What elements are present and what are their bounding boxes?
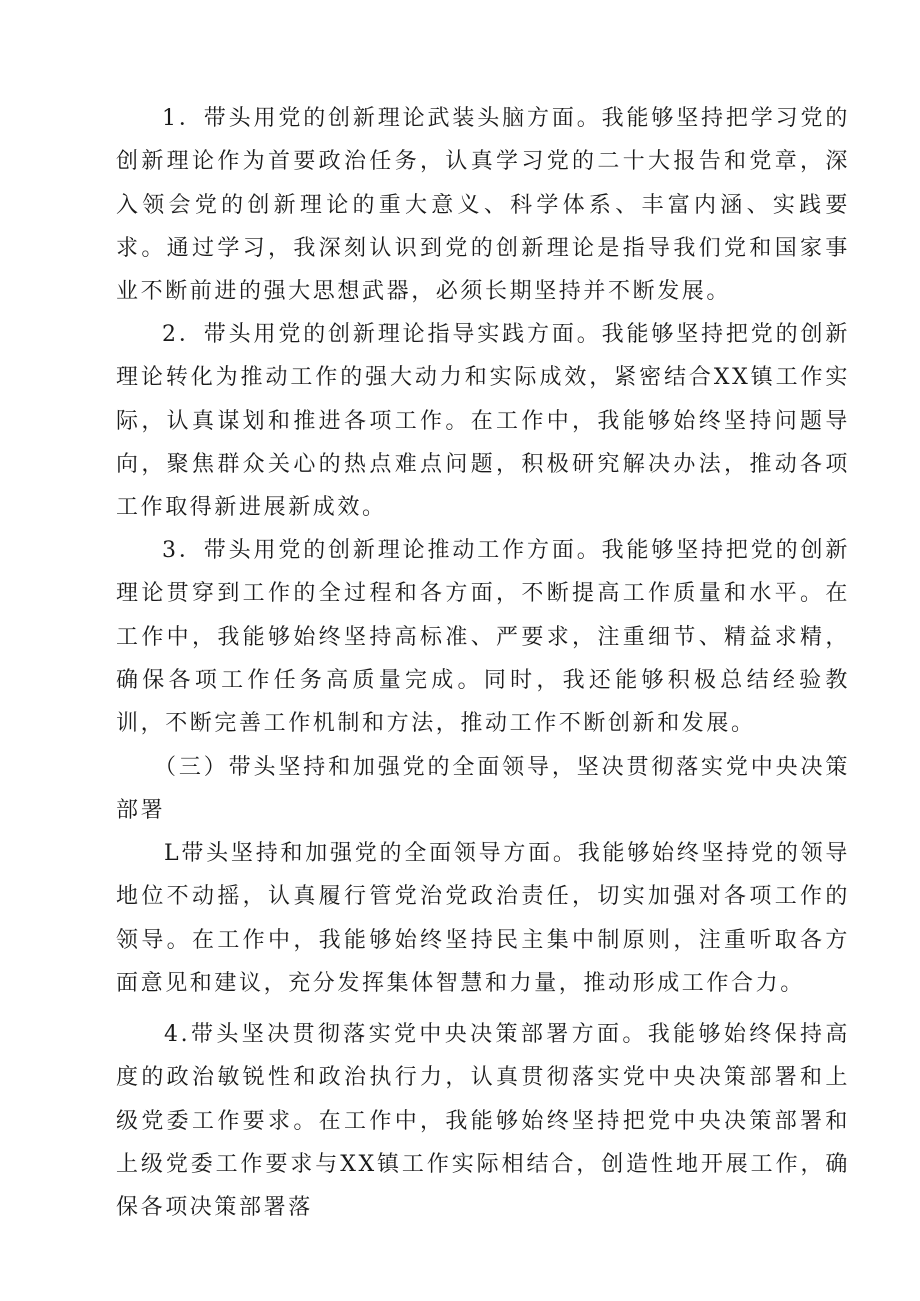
paragraph-implement-decisions: 4.带头坚决贯彻落实党中央决策部署方面。我能够始终保持高度的政治敏锐性和政治执行力，认真贯彻落实党中央决策部署和上级党委工作要求。在工作中，我能够始终坚持把党中央决策部署和上级党委工作要求与XX镇工作实际相结合，创造性地开展工作，确保各项决策部署落 bbox=[116, 1022, 850, 1221]
paragraph-party-leadership: L带头坚持和加强党的全面领导方面。我能够始终坚持党的领导地位不动摇，认真履行管党治党政治责任，切实加强对各项工作的领导。在工作中，我能够始终坚持民主集中制原则，注重听取各方面意见和建议，充分发挥集体智慧和力量，推动形成工作合力。 bbox=[116, 841, 850, 996]
paragraph-armed-mind: 1．带头用党的创新理论武装头脑方面。我能够坚持把学习党的创新理论作为首要政治任务，认真学习党的二十大报告和党章，深入领会党的创新理论的重大意义、科学体系、丰富内涵、实践要求。通过学习，我深刻认识到党的创新理论是指导我们党和国家事业不断前进的强大思想武器，必须长期坚持并不断发展。 bbox=[116, 106, 850, 305]
paragraph-drive-work: 3．带头用党的创新理论推动工作方面。我能够坚持把党的创新理论贯穿到工作的全过程和各方面，不断提高工作质量和水平。在工作中，我能够始终坚持高标准、严要求，注重细节、精益求精，确保各项工作任务高质量完成。同时，我还能够积极总结经验教训，不断完善工作机制和方法，推动工作不断创新和发展。 bbox=[116, 538, 850, 737]
paragraph-guide-practice: 2．带头用党的创新理论指导实践方面。我能够坚持把党的创新理论转化为推动工作的强大动力和实际成效，紧密结合XX镇工作实际，认真谋划和推进各项工作。在工作中，我能够始终坚持问题导向，聚焦群众关心的热点难点问题，积极研究解决办法，推动各项工作取得新进展新成效。 bbox=[116, 322, 850, 521]
section-heading-three: （三）带头坚持和加强党的全面领导，坚决贯彻落实党中央决策部署 bbox=[116, 755, 850, 824]
